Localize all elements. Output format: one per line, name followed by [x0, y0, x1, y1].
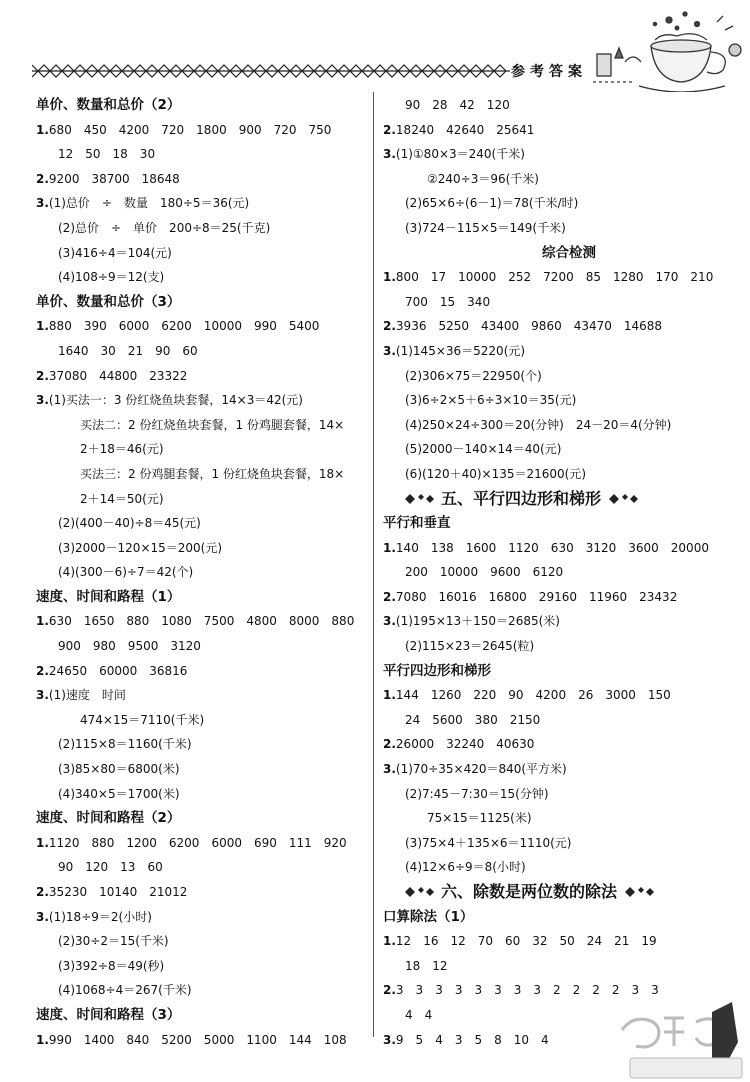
answer-item: [36, 905, 366, 930]
answer-subitem: (3)6÷2×5＋6÷3×10＝35(元): [405, 393, 577, 408]
answer-text: 990 1400 840 5200 5000 1100 144 108: [48, 1032, 347, 1047]
answer-continuation: 12 50 18 30: [58, 147, 156, 162]
answer-text: 37080 44800 23322: [48, 368, 188, 383]
question-number: 1.: [383, 688, 396, 703]
answer-subitem: (2)30÷2＝15(千米): [58, 934, 169, 949]
section-heading: 单价、数量和总价（2）: [36, 97, 181, 113]
answer-text: 3 3 3 3 3 3 3 3 2 2 2 2 3 3: [395, 983, 659, 998]
section-heading: 速度、时间和路程（1）: [36, 588, 181, 605]
answer-subitem: (2)65×6÷(6－1)＝78(千米/时): [405, 196, 579, 211]
answer-item: [383, 609, 745, 634]
answer-subitem: (2)306×75＝22950(个): [405, 368, 542, 383]
answer-text: 7080 16016 16800 29160 11960 23432: [395, 589, 678, 604]
chapter-title: [383, 487, 745, 512]
chapter-title-text: 六、除数是两位数的除法: [441, 882, 618, 901]
question-number: 1.: [36, 614, 49, 629]
section-heading: 速度、时间和路程（2）: [36, 810, 181, 827]
answer-subitem: (3)392÷8＝49(秒): [58, 958, 165, 973]
answer-continuation: 1640 30 21 90 60: [58, 343, 198, 358]
question-number: 1.: [383, 540, 396, 555]
section-heading: 单价、数量和总价（3）: [36, 293, 181, 310]
question-number: 3.: [36, 909, 49, 924]
answer-text: 680 450 4200 720 1800 900 720 750: [48, 122, 332, 137]
answer-text: (1)195×13＋150＝2685(米): [395, 614, 560, 629]
answer-subitem: (4)250×24÷300＝20(分钟) 24－20＝4(分钟): [405, 417, 672, 432]
question-number: 3.: [36, 688, 49, 703]
answer-text: 24650 60000 36816: [48, 663, 188, 678]
diamond-right-icon: [607, 491, 639, 507]
answer-item: [36, 191, 366, 216]
diamond-left-icon: [403, 884, 435, 900]
answer-text: (1)买法一：3 份红烧鱼块套餐，14×3＝42(元): [48, 393, 303, 408]
answer-item: [383, 339, 745, 364]
question-number: 3.: [383, 1032, 396, 1047]
answer-subitem-detail: 买法三：2 份鸡腿套餐，1 份红烧鱼块套餐，18×: [80, 466, 345, 481]
answer-subitem: (4)340×5＝1700(米): [58, 786, 180, 801]
answer-item: [383, 683, 745, 708]
answer-continuation: 18 12: [405, 958, 448, 973]
question-number: 1.: [36, 835, 49, 850]
answer-subitem: (2)7:45－7:30＝15(分钟): [405, 786, 549, 801]
question-number: 2.: [36, 368, 49, 383]
question-number: 2.: [383, 589, 396, 604]
answer-text: (1)速度 时间: [48, 688, 126, 703]
column-divider: [373, 92, 374, 1037]
answer-subitem-detail: 买法二：2 份红烧鱼块套餐，1 份鸡腿套餐，14×: [80, 417, 345, 432]
answer-subitem: (3)75×4＋135×6＝1110(元): [405, 835, 572, 850]
section-heading: 平行四边形和梯形: [383, 662, 491, 679]
answer-subitem: (3)724－115×5＝149(千米): [405, 220, 566, 235]
header-title: 参考答案: [511, 64, 587, 80]
answer-subitem: (6)(120＋40)×135＝21600(元): [405, 466, 587, 481]
question-number: 2.: [36, 663, 49, 678]
answer-subitem: (4)12×6÷9＝8(小时): [405, 860, 526, 875]
answer-item: [36, 683, 366, 708]
answer-subitem: (3)85×80＝6800(米): [58, 762, 180, 777]
question-number: 3.: [36, 393, 49, 408]
answer-text: 18240 42640 25641: [395, 122, 535, 137]
answer-item: [383, 314, 745, 339]
question-number: 3.: [383, 762, 396, 777]
answer-item: [36, 831, 366, 856]
answer-text: 880 390 6000 6200 10000 990 5400: [48, 319, 320, 334]
answer-subitem: (3)2000－120×15＝200(元): [58, 540, 223, 555]
answer-subitem: (3)416÷4＝104(元): [58, 245, 172, 260]
section-heading-centered: 综合检测: [542, 244, 596, 261]
answer-item: [36, 659, 366, 684]
answer-item: [383, 536, 745, 561]
answer-item: [36, 609, 366, 634]
answer-item: [383, 265, 745, 290]
answer-subitem-detail: 2＋14＝50(元): [80, 491, 164, 506]
answer-item: [36, 314, 366, 339]
answer-item: [383, 929, 745, 954]
answer-text: (1)①80×3＝240(千米): [395, 147, 525, 162]
answer-text: 140 138 1600 1120 630 3120 3600 20000: [395, 540, 709, 555]
answer-continuation: 24 5600 380 2150: [405, 712, 541, 727]
answer-text: (1)总价 ÷ 数量 180÷5＝36(元): [48, 196, 250, 211]
question-number: 3.: [383, 614, 396, 629]
answer-text: (1)18÷9＝2(小时): [48, 909, 152, 924]
answer-item: [383, 732, 745, 757]
question-number: 1.: [36, 319, 49, 334]
answer-text: 1120 880 1200 6200 6000 690 111 920: [48, 835, 347, 850]
chapter-title: [383, 880, 745, 905]
answer-subitem: (4)(300－6)÷7＝42(个): [58, 565, 194, 580]
answer-subitem-detail: 474×15＝7110(千米): [80, 712, 205, 727]
answer-subitem: (2)总价 ÷ 单价 200÷8＝25(千克): [58, 220, 271, 235]
answer-text: 3936 5250 43400 9860 43470 14688: [395, 319, 663, 334]
left-column: [36, 93, 366, 1052]
question-number: 2.: [383, 737, 396, 752]
answer-subitem: (4)1068÷4＝267(千米): [58, 983, 192, 998]
question-number: 2.: [383, 319, 396, 334]
answer-subitem-detail: 75×15＝1125(米): [427, 811, 532, 826]
answer-text: 800 17 10000 252 7200 85 1280 170 210: [395, 270, 714, 285]
answer-text: 26000 32240 40630: [395, 737, 535, 752]
question-number: 2.: [36, 885, 49, 899]
answer-text: (1)70÷35×420＝840(平方米): [395, 762, 567, 777]
answer-item: [36, 364, 366, 389]
chapter-title-text: 五、平行四边形和梯形: [441, 488, 602, 508]
question-number: 3.: [383, 343, 396, 358]
answer-subitem: (2)(400－40)÷8＝45(元): [58, 516, 201, 531]
answer-item: [36, 880, 366, 905]
question-number: 1.: [383, 270, 396, 285]
zigzag-border-decoration: [32, 63, 510, 79]
question-number: 1.: [383, 934, 396, 949]
diamond-left-icon: [403, 491, 435, 507]
question-number: 3.: [36, 196, 49, 211]
teacup-illustration: [585, 2, 750, 92]
answer-item: [36, 118, 366, 143]
answer-continuation: 90 28 42 120: [405, 98, 510, 112]
answer-subitem-detail: ②240÷3＝96(千米): [427, 171, 539, 186]
answer-text: 35230 10140 21012: [48, 885, 188, 899]
answer-item: [383, 142, 745, 167]
answer-item: [383, 585, 745, 610]
answer-continuation: 900 980 9500 3120: [58, 639, 201, 654]
answer-continuation: 700 15 340: [405, 294, 491, 309]
answer-item: [36, 1028, 366, 1053]
answer-item: [36, 388, 366, 413]
answer-subitem: (2)115×8＝1160(千米): [58, 737, 192, 752]
answer-text: 9200 38700 18648: [48, 171, 180, 186]
answer-subitem: (4)108÷9＝12(支): [58, 270, 165, 285]
answer-continuation: 4 4: [405, 1007, 433, 1022]
section-heading: 口算除法（1）: [383, 908, 474, 925]
answer-item: [36, 167, 366, 192]
question-number: 2.: [383, 983, 396, 998]
answer-text: 12 16 12 70 60 32 50 24 21 19: [395, 934, 657, 949]
section-heading: 平行和垂直: [383, 515, 451, 532]
answer-text: 9 5 4 3 5 8 10 4: [395, 1032, 549, 1047]
diamond-right-icon: [623, 884, 655, 900]
answer-text: 630 1650 880 1080 7500 4800 8000 880: [48, 614, 355, 629]
answer-subitem: (2)115×23＝2645(粒): [405, 639, 535, 654]
question-number: 1.: [36, 1032, 49, 1047]
answer-continuation: 90 120 13 60: [58, 860, 163, 875]
question-number: 3.: [383, 147, 396, 162]
right-column: [383, 93, 745, 1052]
answer-subitem-detail: 2＋18＝46(元): [80, 442, 164, 457]
answer-item: [383, 757, 745, 782]
answer-subitem: (5)2000－140×14＝40(元): [405, 442, 562, 457]
question-number: 2.: [36, 171, 49, 186]
answer-text: 144 1260 220 90 4200 26 3000 150: [395, 688, 671, 703]
watermark-logo: [602, 1000, 750, 1082]
answer-text: (1)145×36＝5220(元): [395, 343, 526, 358]
answer-item: [383, 118, 745, 143]
question-number: 2.: [383, 122, 396, 137]
question-number: 1.: [36, 122, 49, 137]
answer-continuation: 200 10000 9600 6120: [405, 565, 564, 580]
page-header: [0, 0, 750, 95]
section-heading: 速度、时间和路程（3）: [36, 1006, 181, 1023]
